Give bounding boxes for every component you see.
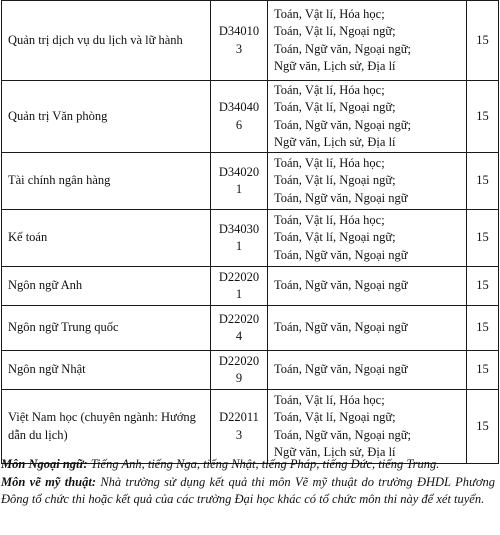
notes-section [1,456,495,509]
subject-combination: Toán, Ngữ văn, Ngoại ngữ; [274,117,411,132]
subject-combination: Toán, Vật lí, Hóa học; [274,6,385,21]
subject-combinations-cell [268,1,467,81]
subject-combination: Toán, Vật lí, Ngoại ngữ; [274,230,396,245]
major-code-part: D22011 [219,410,259,424]
major-code-part: 1 [235,239,243,253]
subject-combination: Toán, Vật lí, Hóa học; [274,392,385,407]
subject-combinations-cell [268,81,467,153]
quota-cell: 15 [467,351,499,390]
major-name-cell: Ngôn ngữ Trung quốc [2,306,211,351]
quota-cell: 15 [467,1,499,81]
table-body [2,1,499,464]
subject-combination: Toán, Ngữ văn, Ngoại ngữ [274,190,408,205]
major-code-part: 9 [235,371,243,385]
major-code-part: 3 [235,427,243,442]
major-name-cell: Quản trị Văn phòng [2,81,211,153]
table-row [2,390,499,464]
major-code-part: D22020 [218,353,260,368]
subject-combination: Ngữ văn, Lịch sử, Địa lí [274,59,396,73]
subject-combination: Toán, Ngữ văn, Ngoại ngữ; [274,427,411,442]
subject-combinations-cell [268,210,467,267]
art-text: Nhà trường sử dụng kết quả thi môn Vẽ mỹ thuật do trường ĐHDL Phương Đông tổ chức thi hoặc kết quả của các trường Đại học khác có tổ chức môn thi này để xét tuyển. [1,474,495,506]
quota-cell: 15 [467,267,499,306]
major-code-cell [211,153,268,210]
major-code-cell [211,210,268,267]
quota-cell: 15 [467,306,499,351]
quota-cell: 15 [467,390,499,464]
subject-combination: Toán, Ngữ văn, Ngoại ngữ; [274,41,411,56]
major-code-cell [211,267,268,306]
quota-cell: 15 [467,81,499,153]
major-code-part: 4 [235,329,243,343]
major-code-part: 6 [235,117,243,132]
subject-combinations-cell [268,267,467,306]
major-code-part: D34030 [218,221,260,236]
subject-combinations-cell [268,153,467,210]
major-name-cell: Tài chính ngân hàng [2,153,211,210]
subject-combination: Toán, Vật lí, Hóa học; [274,155,385,170]
subject-combination: Toán, Vật lí, Ngoại ngữ; [274,173,396,188]
major-code-part: 1 [235,182,243,196]
foreign-language-note [1,456,495,474]
subject-combination: Toán, Ngữ văn, Ngoại ngữ [274,362,408,377]
admissions-table [1,0,499,464]
art-note [1,474,495,509]
subject-combination: Toán, Vật lí, Hóa học; [274,212,385,227]
subject-combination: Toán, Ngữ văn, Ngoại ngữ [274,247,408,262]
subject-combination: Toán, Ngữ văn, Ngoại ngữ [274,320,408,335]
major-code-part: D22020 [218,269,260,284]
quota-cell: 15 [467,153,499,210]
quota-cell: 15 [467,210,499,267]
table-row [2,351,499,390]
subject-combination: Toán, Vật lí, Hóa học; [274,82,385,97]
subject-combination: Toán, Vật lí, Ngoại ngữ; [274,410,396,424]
foreign-language-label: Môn Ngoại ngữ: [1,457,88,471]
major-name-cell: Việt Nam học (chuyên ngành: Hướng dẫn du lịch) [2,390,211,464]
major-code-part: 1 [235,287,243,301]
subject-combinations-cell [268,390,467,464]
major-code-cell [211,306,268,351]
major-code-part: D22020 [218,311,260,326]
table-row [2,81,499,153]
major-code-part: 3 [235,41,243,56]
major-name-cell: Kế toán [2,210,211,267]
table-row [2,267,499,306]
subject-combination: Ngữ văn, Lịch sử, Địa lí [274,445,396,459]
major-code-cell [211,1,268,81]
major-code-cell [211,81,268,153]
subject-combination: Toán, Ngữ văn, Ngoại ngữ [274,278,408,293]
subject-combinations-cell [268,351,467,390]
table-row [2,210,499,267]
subject-combination: Toán, Vật lí, Ngoại ngữ; [274,24,396,38]
major-code-cell [211,351,268,390]
art-label: Môn vẽ mỹ thuật: [1,474,96,489]
major-code-part: D34040 [218,100,260,114]
major-name-cell: Quản trị dịch vụ du lịch và lữ hành [2,1,211,81]
table-row [2,1,499,81]
major-code-part: D34010 [218,24,260,38]
subject-combination: Ngữ văn, Lịch sử, Địa lí [274,135,396,149]
major-name-cell: Ngôn ngữ Nhật [2,351,211,390]
major-name-cell: Ngôn ngữ Anh [2,267,211,306]
subject-combinations-cell [268,306,467,351]
major-code-cell [211,390,268,464]
major-code-part: D34020 [218,164,260,179]
subject-combination: Toán, Vật lí, Ngoại ngữ; [274,100,396,114]
table-row [2,306,499,351]
foreign-language-text: Tiếng Anh, tiếng Nga, tiếng Nhật, tiếng Pháp, tiếng Đức, tiếng Trung. [87,457,440,471]
table-row [2,153,499,210]
